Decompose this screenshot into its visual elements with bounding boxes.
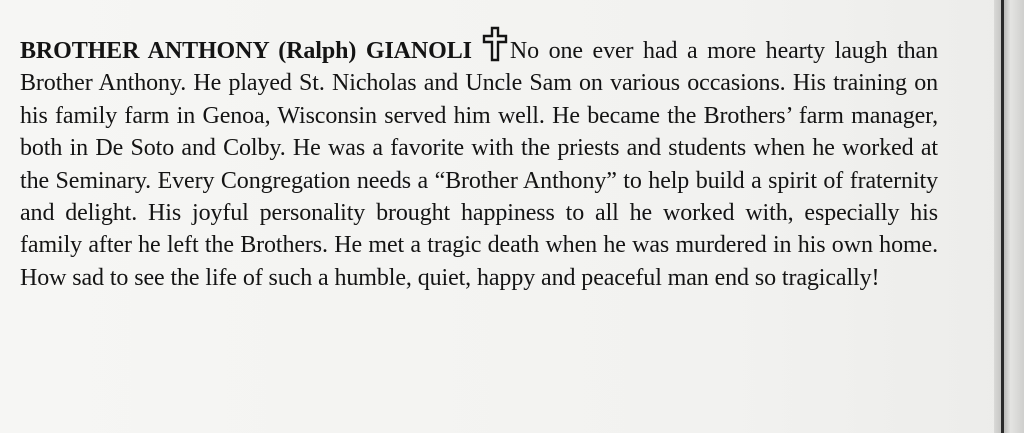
entry-heading: BROTHER ANTHONY (Ralph) GIANOLI xyxy=(20,38,472,64)
cross-icon xyxy=(482,26,508,62)
page-edge-shadow xyxy=(994,0,1024,433)
entry-body: No one ever had a more hearty laugh than Brother Anthony. He played St. Nicholas and Uncle Sam on various occasions. His training on his family farm in Genoa, Wisconsin served him well. He became the Brothers’ farm manager, both in De Soto and Colby. He was a favorite with the priests and students when he worked at the Seminary. Every Congregation needs a “Brother Anthony” to help build a spirit of fraternity and delight. His joyful personality brought happiness to all he worked with, especially his family after he left the Brothers. He met a tragic death when he was murdered in his own home. How sad to see the life of such a humble, quiet, happy and peaceful man end so tragically! xyxy=(20,38,938,291)
obituary-entry xyxy=(20,26,938,294)
page-edge-rule xyxy=(1001,0,1004,433)
